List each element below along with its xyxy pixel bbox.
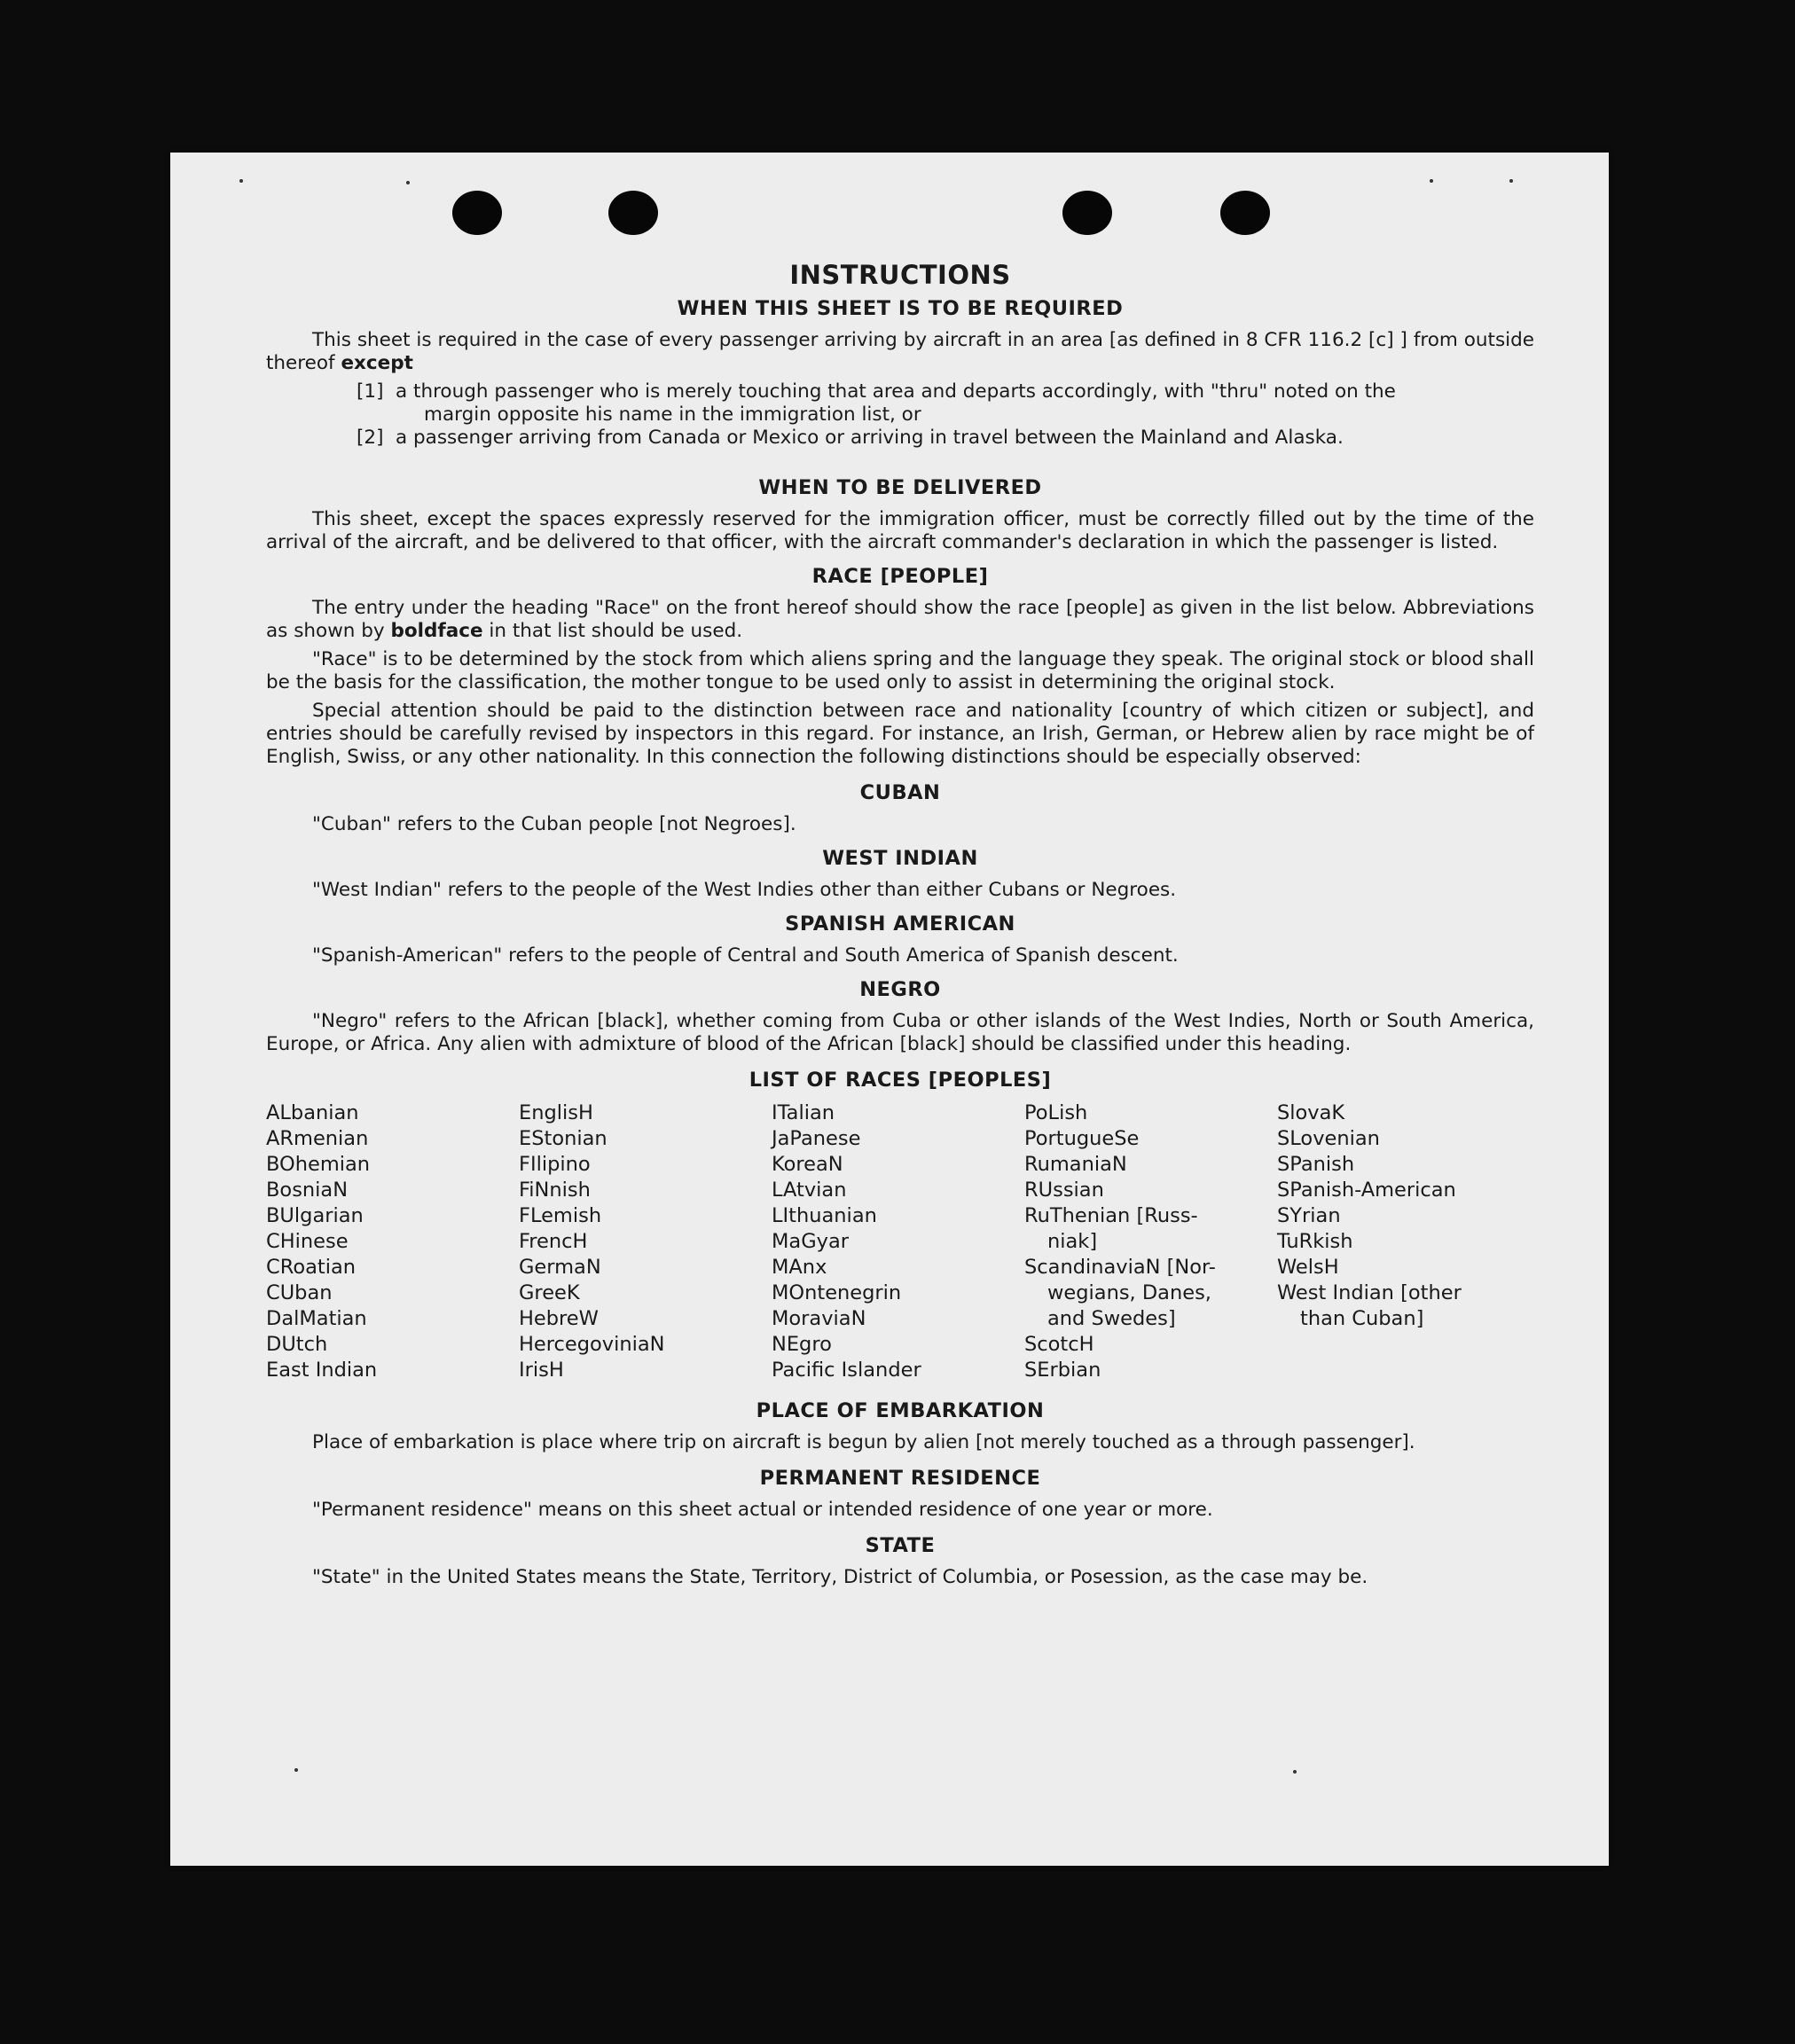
race-item: BosniaN (266, 1179, 349, 1202)
race-item: FrencH (519, 1230, 588, 1253)
race-item: JaPanese (772, 1127, 861, 1150)
heading-race: RACE [PEOPLE] (811, 565, 989, 588)
instructions-content (266, 260, 1534, 1594)
exception-item-1: [1] a through passenger who is merely touching that area and departs accordingly, with "thru" noted on the margin opposite his name in the immigration list, or (357, 380, 1396, 426)
race-item: PoLish (1024, 1101, 1088, 1124)
race-item: CRoatian (266, 1256, 357, 1279)
race-paragraph-2: "Race" is to be determined by the stock from which aliens spring and the language they speak. The original stock or blood shall be the basis for the classification, the mother tongue to be used only to assist in determining the original stock. (266, 648, 1534, 693)
race-column-3 (772, 1100, 1024, 1383)
race-item: MaGyar (772, 1230, 849, 1253)
race-item: wegians, Danes, (1047, 1281, 1211, 1304)
cuban-text: "Cuban" refers to the Cuban people [not Negroes]. (312, 813, 796, 835)
race-item: ITalian (772, 1101, 835, 1124)
race-item: MOntenegrin (772, 1281, 902, 1304)
race-item: LIthuanian (772, 1204, 877, 1227)
race-item: ARmenian (266, 1127, 369, 1150)
race-item: LAtvian (772, 1179, 847, 1202)
spanish-american-text: "Spanish-American" refers to the people of Central and South America of Spanish descent. (312, 944, 1179, 967)
race-item: CUban (266, 1281, 333, 1304)
race-item: EnglisH (519, 1101, 593, 1124)
races-list (266, 1100, 1534, 1383)
race-column-1 (266, 1100, 519, 1383)
race-item: ScotcH (1024, 1333, 1094, 1356)
race-item: EStonian (519, 1127, 607, 1150)
exception-item-2: [2] a passenger arriving from Canada or Mexico or arriving in travel between the Mainland and Alaska. (357, 427, 1344, 449)
race-item: BUlgarian (266, 1204, 364, 1227)
race-item: ALbanian (266, 1101, 359, 1124)
race-item: WelsH (1277, 1256, 1339, 1279)
punch-hole (608, 191, 658, 235)
race-item: FiNnish (519, 1179, 591, 1202)
race-item: DUtch (266, 1333, 328, 1356)
speck (294, 1768, 298, 1772)
speck (239, 179, 243, 183)
race-item: West Indian [other (1277, 1281, 1462, 1304)
race-item: MoraviaN (772, 1307, 866, 1330)
heading-state: STATE (865, 1534, 936, 1557)
west-indian-text: "West Indian" refers to the people of the West Indies other than either Cubans or Negroes. (312, 879, 1177, 901)
race-column-5 (1277, 1100, 1530, 1383)
race-item: SPanish-American (1277, 1179, 1456, 1202)
race-item: BOhemian (266, 1153, 371, 1176)
race-item: Pacific Islander (772, 1359, 921, 1382)
race-item: PortugueSe (1024, 1127, 1140, 1150)
embarkation-text: Place of embarkation is place where trip on aircraft is begun by alien [not merely touched as a through passenger]. (312, 1431, 1415, 1453)
speck (1509, 179, 1513, 183)
race-column-4 (1024, 1100, 1277, 1383)
heading-cuban: CUBAN (859, 781, 941, 804)
race-item: than Cuban] (1300, 1307, 1424, 1330)
race-item: GermaN (519, 1256, 601, 1279)
document-page (170, 153, 1609, 1866)
heading-list-of-races: LIST OF RACES [PEOPLES] (749, 1069, 1052, 1092)
permanent-residence-text: "Permanent residence" means on this sheet actual or intended residence of one year or more. (312, 1499, 1213, 1521)
race-item: DalMatian (266, 1307, 367, 1330)
race-item: niak] (1047, 1230, 1098, 1253)
state-text: "State" in the United States means the State, Territory, District of Columbia, or Posession, as the case may be. (312, 1566, 1368, 1588)
heading-embarkation: PLACE OF EMBARKATION (756, 1399, 1045, 1422)
race-item: GreeK (519, 1281, 580, 1304)
punch-hole (452, 191, 502, 235)
race-item: and Swedes] (1047, 1307, 1176, 1330)
speck (406, 181, 410, 184)
heading-negro: NEGRO (859, 978, 941, 1001)
heading-permanent-residence: PERMANENT RESIDENCE (759, 1467, 1041, 1490)
page-title: INSTRUCTIONS (789, 260, 1011, 290)
heading-spanish-american: SPANISH AMERICAN (785, 912, 1015, 936)
race-item: HebreW (519, 1307, 599, 1330)
race-item: FLemish (519, 1204, 602, 1227)
race-paragraph-1: The entry under the heading "Race" on the front hereof should show the race [people] as given in the list below. Abbreviations as shown by boldface in that list should be used. (266, 597, 1534, 642)
race-item: CHinese (266, 1230, 349, 1253)
race-item: KoreaN (772, 1153, 843, 1176)
negro-text: "Negro" refers to the African [black], whether coming from Cuba or other islands of the West Indies, North or South America, Europe, or Africa. Any alien with admixture of blood of the African [black] should be classified under this heading. (266, 1010, 1534, 1055)
race-item: RUssian (1024, 1179, 1104, 1202)
race-item: SPanish (1277, 1153, 1355, 1176)
race-item: SYrian (1277, 1204, 1341, 1227)
punch-hole (1062, 191, 1112, 235)
race-item: SLovenian (1277, 1127, 1380, 1150)
speck (1293, 1770, 1297, 1774)
race-item: IrisH (519, 1359, 564, 1382)
when-required-intro: This sheet is required in the case of every passenger arriving by aircraft in an area [as defined in 8 CFR 116.2 [c] ] from outside thereof except (266, 329, 1534, 374)
race-paragraph-3: Special attention should be paid to the distinction between race and nationality [country of which citizen or subject], and entries should be carefully revised by inspectors in this regard. For instance, an Irish, German, or Hebrew alien by race might be of English, Swiss, or any other nationality. In this connection the following distinctions should be especially observed: (266, 700, 1534, 768)
heading-when-required: WHEN THIS SHEET IS TO BE REQUIRED (677, 297, 1124, 320)
punch-hole (1220, 191, 1270, 235)
race-item: RuThenian [Russ- (1024, 1204, 1198, 1227)
race-item: HercegoviniaN (519, 1333, 665, 1356)
race-item: MAnx (772, 1256, 827, 1279)
race-item: FIlipino (519, 1153, 591, 1176)
race-item: NEgro (772, 1333, 832, 1356)
race-item: East Indian (266, 1359, 378, 1382)
race-item: SlovaK (1277, 1101, 1345, 1124)
race-item: ScandinaviaN [Nor- (1024, 1256, 1216, 1279)
race-column-2 (519, 1100, 772, 1383)
race-item: SErbian (1024, 1359, 1101, 1382)
speck (1430, 179, 1433, 183)
when-delivered-text: This sheet, except the spaces expressly reserved for the immigration officer, must be correctly filled out by the time of the arrival of the aircraft, and be delivered to that officer, with the aircraft commander's declaration in which the passenger is listed. (266, 508, 1534, 553)
race-item: RumaniaN (1024, 1153, 1127, 1176)
heading-west-indian: WEST INDIAN (822, 847, 978, 870)
race-item: TuRkish (1277, 1230, 1353, 1253)
heading-when-delivered: WHEN TO BE DELIVERED (758, 476, 1042, 499)
